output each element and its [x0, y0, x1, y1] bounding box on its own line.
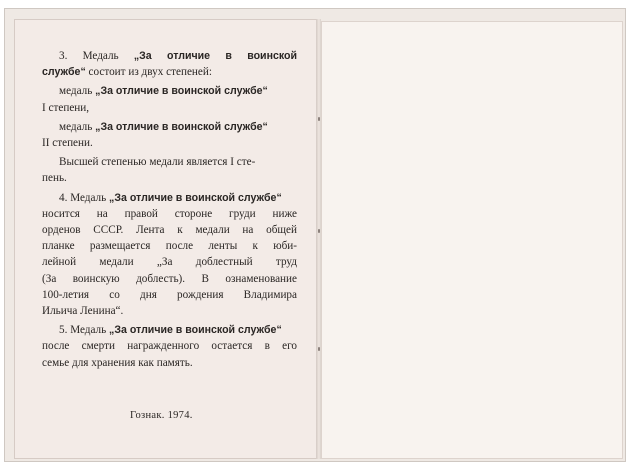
regulation-text — [42, 48, 297, 371]
paragraph-4-line: (За воинскую доблесть). В ознаменование — [42, 272, 297, 285]
degree-2-label: II степени. — [42, 137, 93, 150]
highest-degree-line: Высшей степенью медали является I сте- — [59, 156, 256, 169]
text-span: медаль — [59, 85, 96, 98]
paragraph-5-line — [42, 322, 297, 338]
text-span: 5. Медаль — [59, 324, 110, 337]
medal-name: „За отличие в воинской — [133, 50, 298, 62]
paragraph-3-line — [42, 64, 297, 80]
medal-name: службе“ — [42, 66, 86, 79]
degree-1-label: I степени, — [42, 101, 90, 114]
stitch-hole — [318, 229, 320, 233]
paragraph-4-line: носится на правой стороне груди ниже — [42, 207, 297, 220]
paragraph-4-line: планке размещается после ленты к юби- — [42, 240, 297, 253]
medal-name: „За отличие в воинской службе“ — [109, 191, 282, 204]
text-span: 3. Медаль — [59, 50, 134, 62]
printer-imprint: Гознак. 1974. — [130, 410, 193, 421]
highest-degree-line: пень. — [42, 172, 67, 185]
degree-2-line — [42, 119, 297, 135]
paragraph-4-line: Ильича Ленина“. — [42, 305, 124, 318]
paragraph-3-line — [42, 48, 297, 64]
text-span: состоит из двух степеней: — [85, 66, 212, 79]
stitch-hole — [318, 347, 320, 351]
paragraph-4-line: 100-летия со дня рождения Владимира — [42, 288, 297, 301]
medal-name: „За отличие в воинской службе“ — [109, 324, 282, 337]
paragraph-4-line: орденов СССР. Лента к медали на общей — [42, 224, 297, 237]
medal-name: „За отличие в воинской службе“ — [95, 120, 268, 133]
text-span: медаль — [59, 120, 96, 133]
medal-name: „За отличие в воинской службе“ — [95, 85, 268, 98]
degree-1-line — [42, 83, 297, 99]
paragraph-5-line: после смерти награжденного остается в его — [42, 340, 297, 353]
paragraph-4-line: лейной медали „За доблестный труд — [42, 256, 297, 269]
text-span: 4. Медаль — [59, 191, 110, 204]
stitch-hole — [318, 117, 320, 121]
right-page-blank — [321, 21, 623, 459]
paragraph-4-line — [42, 190, 297, 206]
paragraph-5-line: семье для хранения как память. — [42, 356, 193, 369]
